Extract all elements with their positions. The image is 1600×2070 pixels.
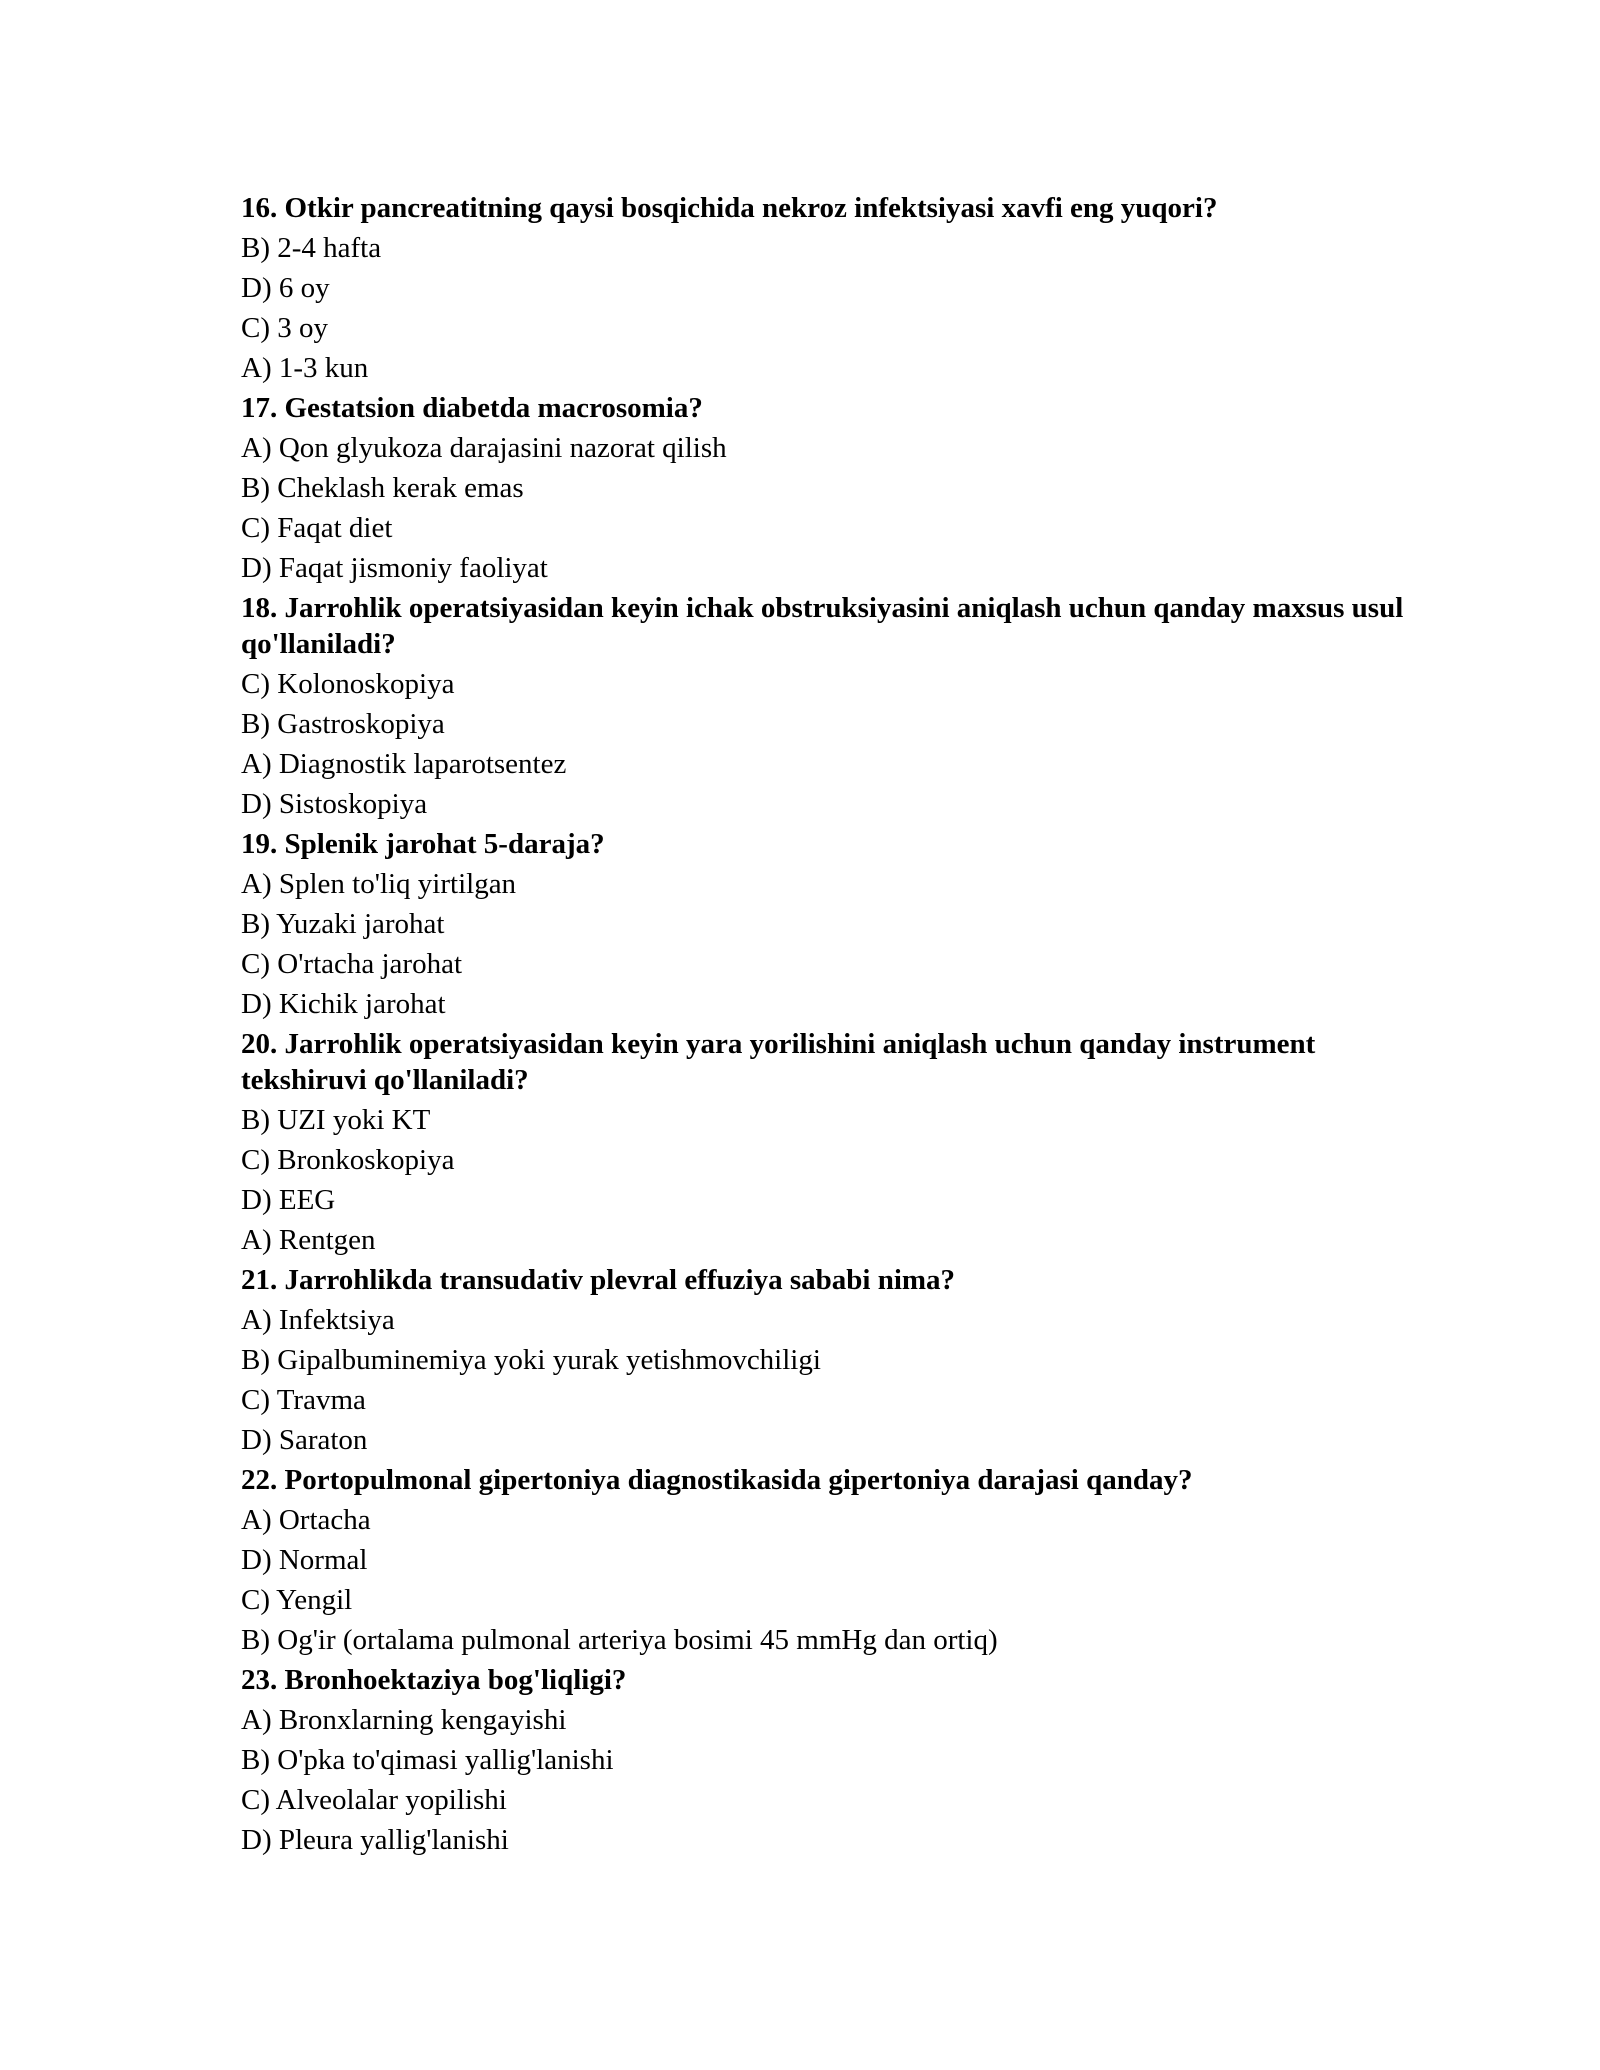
answer-option: B) 2-4 hafta bbox=[241, 232, 382, 264]
answer-option: B) Cheklash kerak emas bbox=[241, 472, 524, 504]
question-title: 17. Gestatsion diabetda macrosomia? bbox=[241, 392, 703, 424]
question-22 bbox=[241, 1460, 1421, 1660]
question-21 bbox=[241, 1260, 1421, 1460]
answer-option: A) Rentgen bbox=[241, 1224, 376, 1256]
answer-option: A) Ortacha bbox=[241, 1504, 371, 1536]
question-20 bbox=[241, 1024, 1421, 1260]
answer-option: B) O'pka to'qimasi yallig'lanishi bbox=[241, 1744, 614, 1776]
answer-option: D) EEG bbox=[241, 1184, 336, 1216]
answer-option: C) O'rtacha jarohat bbox=[241, 948, 463, 980]
answer-option: D) Normal bbox=[241, 1544, 368, 1576]
question-16 bbox=[241, 188, 1421, 388]
answer-option: D) Pleura yallig'lanishi bbox=[241, 1824, 509, 1856]
question-title: 22. Portopulmonal gipertoniya diagnostikasida gipertoniya darajasi qanday? bbox=[241, 1464, 1193, 1496]
answer-option: B) Gipalbuminemiya yoki yurak yetishmovchiligi bbox=[241, 1344, 821, 1376]
answer-option: A) 1-3 kun bbox=[241, 352, 369, 384]
answer-option: D) Sistoskopiya bbox=[241, 788, 428, 820]
question-title: 23. Bronhoektaziya bog'liqligi? bbox=[241, 1664, 627, 1696]
answer-option: C) Kolonoskopiya bbox=[241, 668, 455, 700]
answer-option: C) Yengil bbox=[241, 1584, 353, 1616]
answer-option: D) Saraton bbox=[241, 1424, 368, 1456]
answer-option: D) 6 oy bbox=[241, 272, 330, 304]
answer-option: C) Travma bbox=[241, 1384, 366, 1416]
question-title: 21. Jarrohlikda transudativ plevral effuziya sababi nima? bbox=[241, 1264, 956, 1296]
answer-option: A) Bronxlarning kengayishi bbox=[241, 1704, 567, 1736]
answer-option: C) Bronkoskopiya bbox=[241, 1144, 455, 1176]
answer-option: A) Qon glyukoza darajasini nazorat qilish bbox=[241, 432, 727, 464]
answer-option: A) Infektsiya bbox=[241, 1304, 395, 1336]
answer-option: B) Og'ir (ortalama pulmonal arteriya bosimi 45 mmHg dan ortiq) bbox=[241, 1624, 998, 1656]
answer-option: C) Alveolalar yopilishi bbox=[241, 1784, 507, 1816]
question-title: 19. Splenik jarohat 5-daraja? bbox=[241, 828, 605, 860]
answer-option: D) Faqat jismoniy faoliyat bbox=[241, 552, 548, 584]
answer-option: B) Gastroskopiya bbox=[241, 708, 445, 740]
question-title: 16. Otkir pancreatitning qaysi bosqichida nekroz infektsiyasi xavfi eng yuqori? bbox=[241, 192, 1218, 224]
question-18 bbox=[241, 588, 1421, 824]
question-19 bbox=[241, 824, 1421, 1024]
question-23 bbox=[241, 1660, 1421, 1860]
answer-option: B) Yuzaki jarohat bbox=[241, 908, 445, 940]
question-17 bbox=[241, 388, 1421, 588]
question-title: 20. Jarrohlik operatsiyasidan keyin yara yorilishini aniqlash uchun qanday instrument tekshiruvi qo'llaniladi? bbox=[241, 1028, 1316, 1096]
document-page bbox=[241, 188, 1421, 1860]
answer-option: D) Kichik jarohat bbox=[241, 988, 446, 1020]
answer-option: A) Splen to'liq yirtilgan bbox=[241, 868, 517, 900]
answer-option: C) Faqat diet bbox=[241, 512, 393, 544]
answer-option: C) 3 oy bbox=[241, 312, 328, 344]
question-title: 18. Jarrohlik operatsiyasidan keyin ichak obstruksiyasini aniqlash uchun qanday maxsus usul qo'llaniladi? bbox=[241, 592, 1404, 660]
answer-option: A) Diagnostik laparotsentez bbox=[241, 748, 567, 780]
answer-option: B) UZI yoki KT bbox=[241, 1104, 431, 1136]
